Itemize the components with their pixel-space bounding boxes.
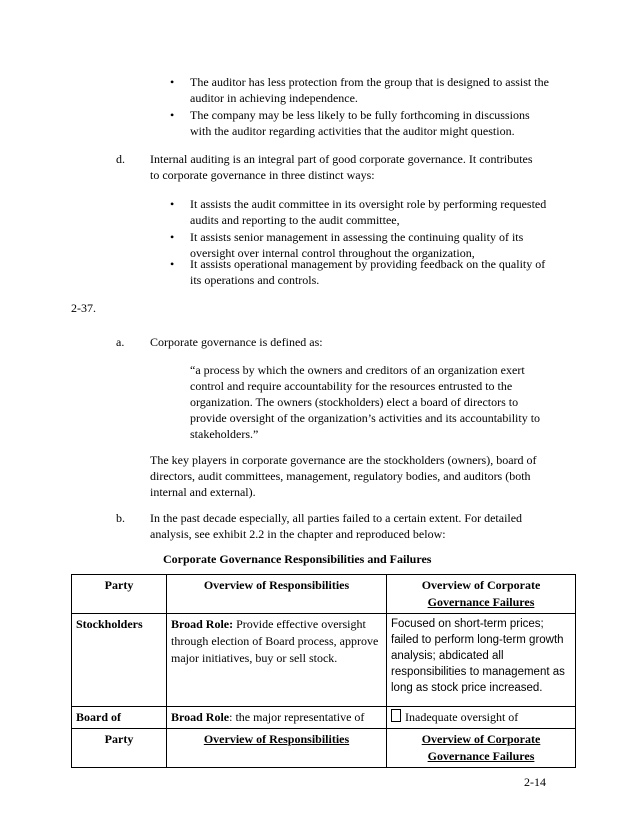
- page-number: 2-14: [524, 775, 546, 789]
- bullet-text: oversight over internal control throughout the organization,: [190, 246, 475, 260]
- header-failures-line2: Governance Failures: [427, 749, 535, 763]
- header-cell: [167, 729, 387, 768]
- missing-glyph-icon: [391, 709, 401, 722]
- header-responsibilities: Overview of Responsibilities: [203, 732, 350, 746]
- paragraph-text: Internal auditing is an integral part of good corporate governance. It contributes: [150, 152, 533, 166]
- bullet-text: audits and reporting to the audit committee,: [190, 213, 400, 227]
- failures-cell: [387, 707, 576, 729]
- bullet-text: It assists operational management by providing feedback on the quality of: [190, 257, 546, 271]
- party-cell: [72, 614, 167, 707]
- bullet-text: The auditor has less protection from the group that is designed to assist the: [190, 75, 549, 89]
- party-cell: [72, 707, 167, 729]
- failures-text: Inadequate oversight of: [405, 710, 519, 724]
- problem-number: 2-37.: [71, 301, 96, 315]
- quote-text: stakeholders.”: [190, 427, 259, 441]
- table-header-row: [72, 575, 576, 614]
- paragraph-text: internal and external).: [150, 485, 256, 499]
- party-name: Stockholders: [76, 617, 143, 631]
- header-cell: [72, 729, 167, 768]
- quote-text: “a process by which the owners and creditors of an organization exert: [190, 363, 525, 377]
- role-text: Provide effective oversight through election of Board process, approve major initiatives, buy or sell stock.: [171, 617, 379, 665]
- paragraph-text: to corporate governance in three distinct ways:: [150, 168, 375, 182]
- bullet-marker: •: [170, 75, 175, 89]
- bullet-text: It assists the audit committee in its oversight role by performing requested: [190, 197, 547, 211]
- quote-text: control and require accountability for the resources entrusted to the: [190, 379, 513, 393]
- header-party: Party: [104, 732, 134, 746]
- paragraph-text: The key players in corporate governance are the stockholders (owners), board of: [150, 453, 537, 467]
- item-label: b.: [116, 511, 125, 525]
- quote-text: organization. The owners (stockholders) elect a board of directors to: [190, 395, 519, 409]
- header-responsibilities: Overview of Responsibilities: [203, 578, 350, 592]
- role-label: Broad Role:: [171, 617, 234, 631]
- header-cell: [167, 575, 387, 614]
- bullet-text: with the auditor regarding activities that the auditor might question.: [190, 124, 515, 138]
- quote-text: provide oversight of the organization’s activities and its accountability to: [190, 411, 541, 425]
- header-failures-line2: Governance Failures: [427, 595, 535, 609]
- responsibility-cell: [167, 707, 387, 729]
- bullet-marker: •: [170, 197, 175, 211]
- header-party: Party: [104, 578, 134, 592]
- failures-text: Focused on short-term prices; failed to perform long-term growth analysis; abdicated all responsibilities to management as long as stock price increased.: [391, 618, 565, 694]
- item-label: a.: [116, 335, 125, 349]
- header-cell: [72, 575, 167, 614]
- table-header-row: [72, 729, 576, 768]
- bullet-text: its operations and controls.: [190, 273, 320, 287]
- table-row: [72, 614, 576, 707]
- paragraph-text: In the past decade especially, all parties failed to a certain extent. For detailed: [150, 511, 523, 525]
- header-cell: [387, 729, 576, 768]
- bullet-marker: •: [170, 230, 175, 244]
- paragraph-text: Corporate governance is defined as:: [150, 335, 323, 349]
- header-failures-line1: Overview of Corporate: [421, 732, 541, 746]
- paragraph-text: analysis, see exhibit 2.2 in the chapter and reproduced below:: [150, 527, 446, 541]
- item-label: d.: [116, 152, 125, 166]
- table-title: Corporate Governance Responsibilities and Failures: [163, 552, 432, 566]
- bullet-text: The company may be less likely to be fully forthcoming in discussions: [190, 108, 530, 122]
- header-failures-line1: Overview of Corporate: [421, 578, 541, 592]
- bullet-marker: •: [170, 108, 175, 122]
- role-text: : the major representative of: [229, 710, 365, 724]
- role-label: Broad Role: [171, 710, 230, 724]
- bullet-text: auditor in achieving independence.: [190, 91, 358, 105]
- governance-table: [71, 574, 576, 768]
- bullet-marker: •: [170, 257, 175, 271]
- responsibility-cell: [167, 614, 387, 707]
- header-cell: [387, 575, 576, 614]
- paragraph-text: directors, audit committees, management, regulatory bodies, and auditors (both: [150, 469, 531, 483]
- failures-cell: [387, 614, 576, 707]
- table-row: [72, 707, 576, 729]
- bullet-text: It assists senior management in assessing the continuing quality of its: [190, 230, 524, 244]
- party-name: Board of: [76, 710, 121, 724]
